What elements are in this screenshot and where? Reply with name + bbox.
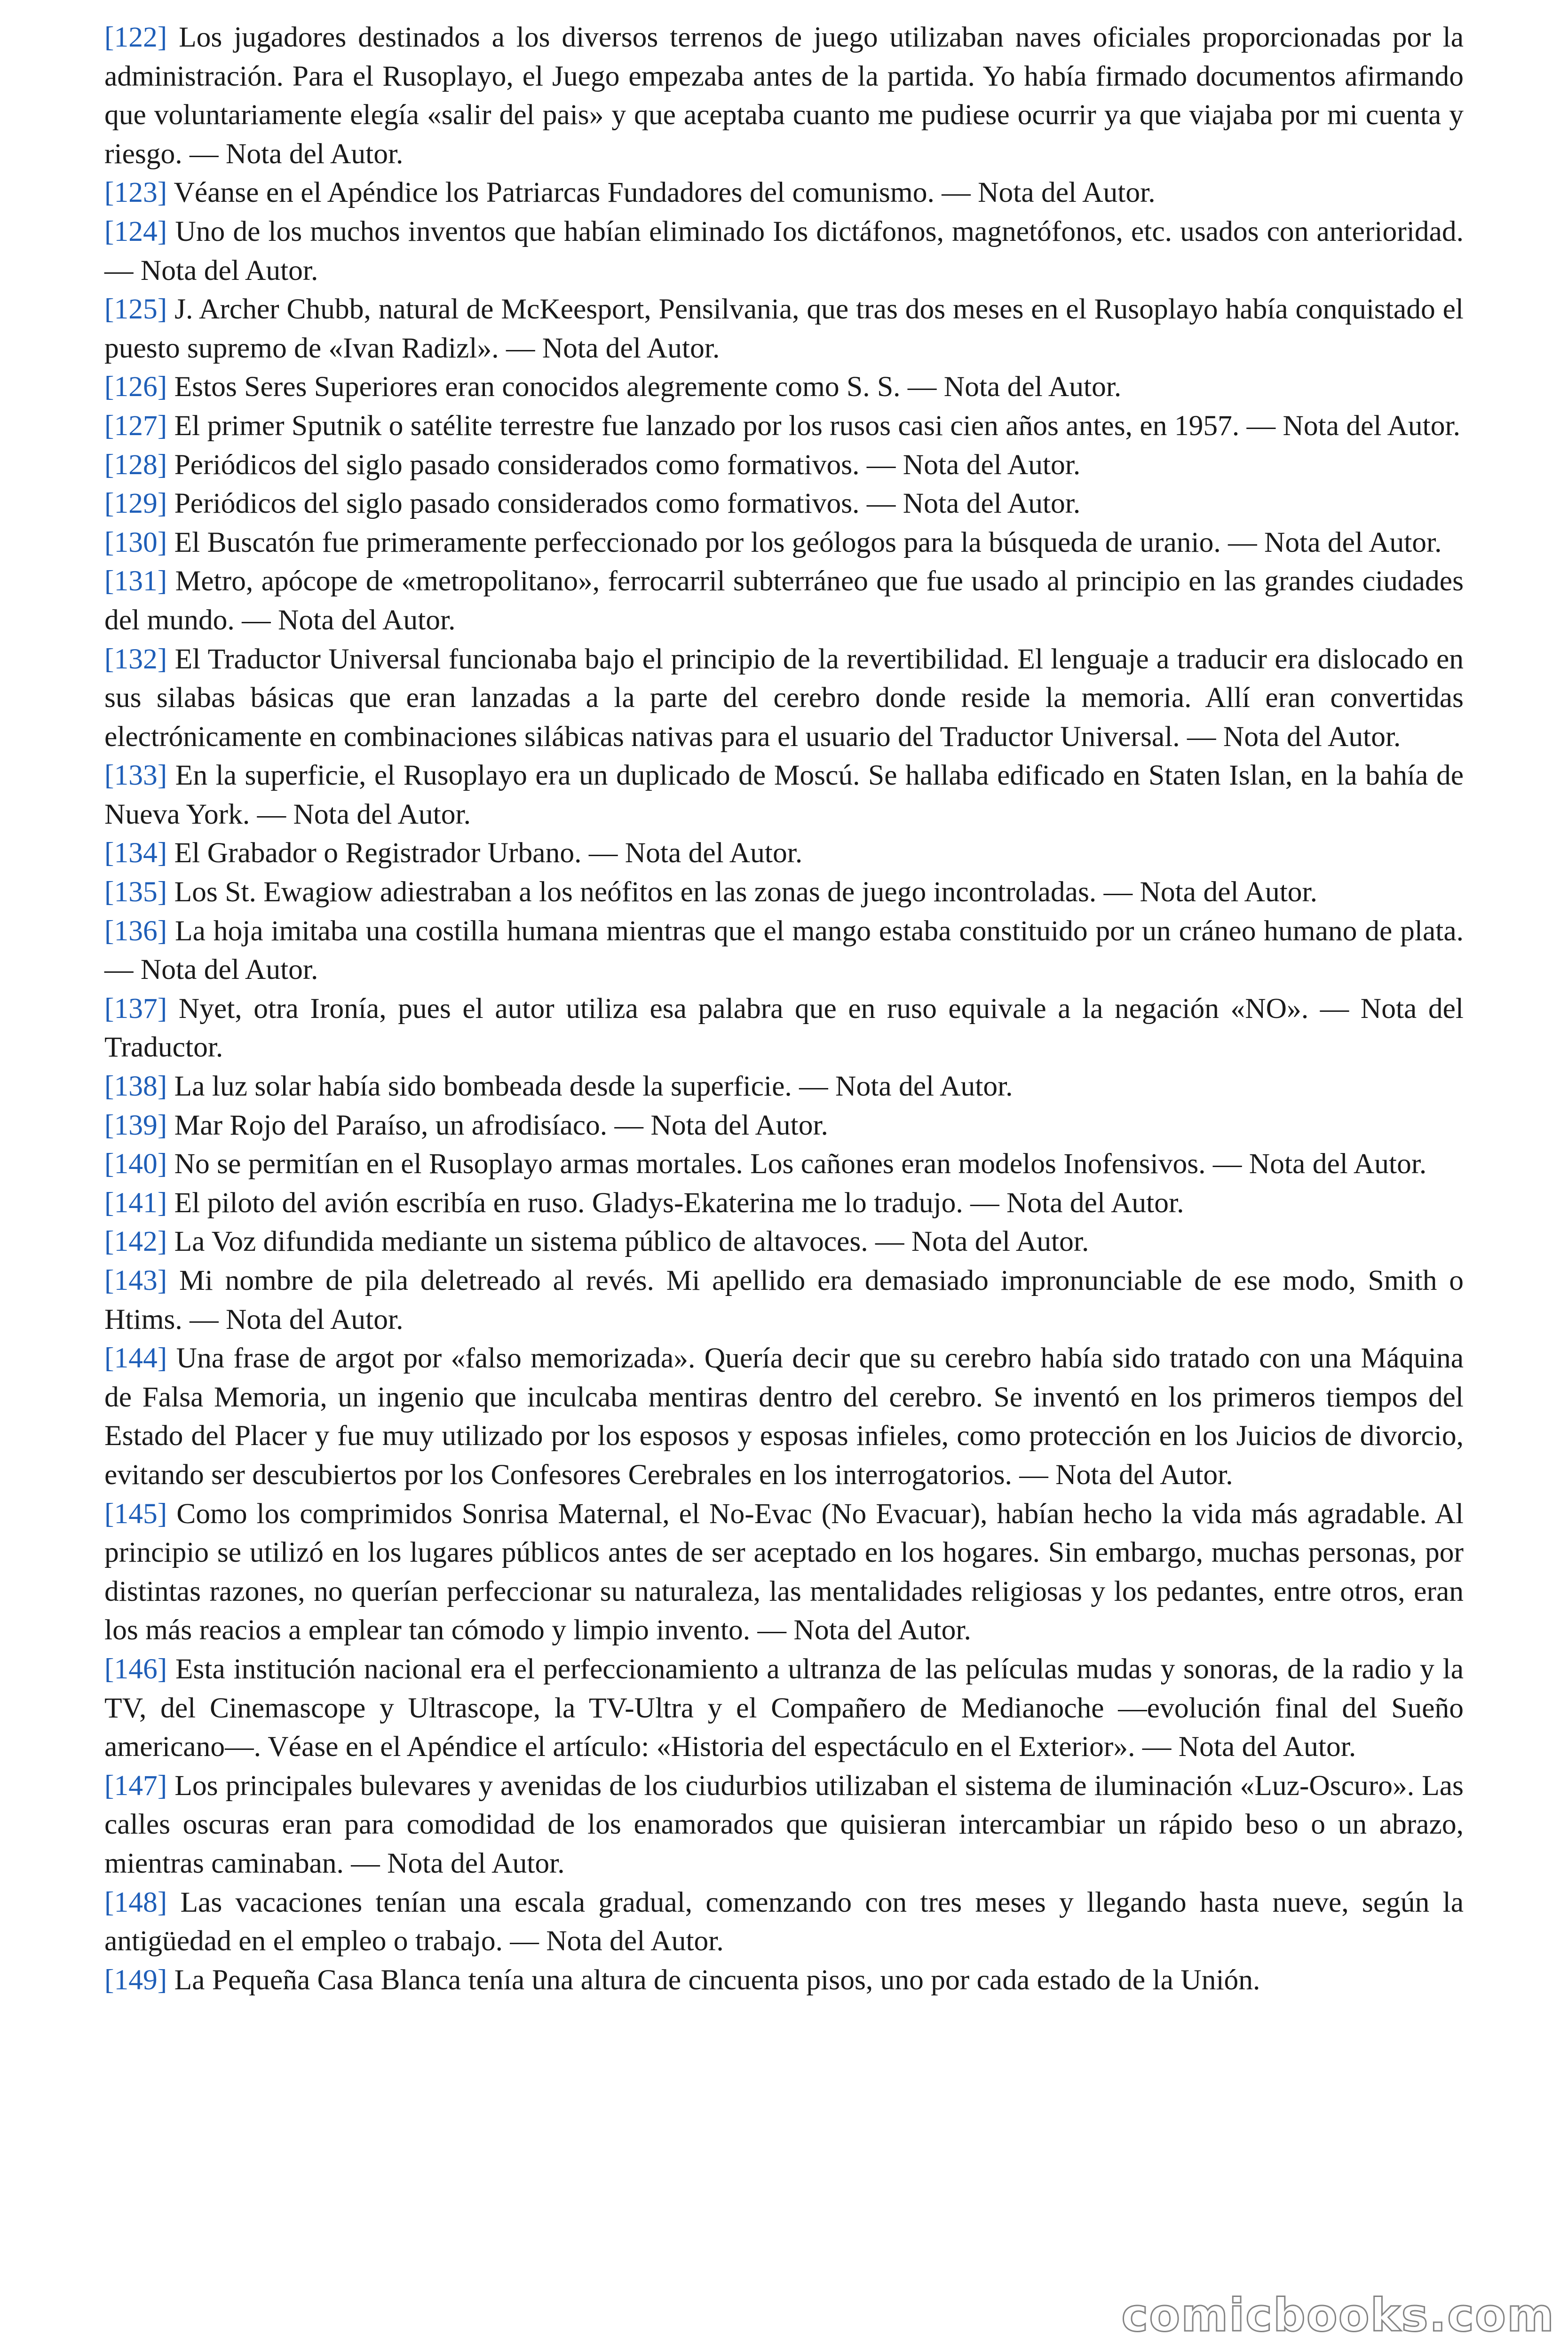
footnote — [104, 873, 1464, 912]
footnote-text: Mar Rojo del Paraíso, un afrodisíaco. — Nota del Autor. — [174, 1109, 828, 1141]
footnote — [104, 989, 1464, 1067]
footnote-text: En la superficie, el Rusoplayo era un duplicado de Moscú. Se hallaba edificado en Staten Islan, en la bahía de Nueva York. — Nota del Autor. — [104, 759, 1464, 830]
site-watermark: comicbooks.com — [1121, 2289, 1555, 2342]
footnote-ref-link[interactable]: [131] — [104, 565, 167, 597]
footnote-ref-link[interactable]: [144] — [104, 1342, 167, 1375]
footnote — [104, 1339, 1464, 1494]
footnote-ref-link[interactable]: [123] — [104, 176, 167, 209]
footnote-ref-link[interactable]: [140] — [104, 1148, 167, 1180]
footnote-text: Los jugadores destinados a los diversos terrenos de juego utilizaban naves oficiales proporcionadas por la administración. Para el Rusoplayo, el Juego empezaba antes de la partida. Yo había firmado documentos afirmando que voluntariamente elegía «salir del pais» y que aceptaba cuanto me pudiese ocurrir ya que viajaba por mi cuenta y riesgo. — Nota del Autor. — [104, 21, 1464, 170]
footnote — [104, 1222, 1464, 1261]
footnote-text: Metro, apócope de «metropolitano», ferrocarril subterráneo que fue usado al principio en las grandes ciudades del mundo. — Nota del Autor. — [104, 565, 1464, 636]
footnote-text: El Buscatón fue primeramente perfeccionado por los geólogos para la búsqueda de uranio. — Nota del Autor. — [174, 526, 1442, 558]
footnote — [104, 406, 1464, 445]
footnote-ref-link[interactable]: [128] — [104, 448, 167, 481]
footnote-text: La luz solar había sido bombeada desde la superficie. — Nota del Autor. — [174, 1070, 1013, 1103]
footnote-ref-link[interactable]: [149] — [104, 1963, 167, 1996]
footnote-text: Una frase de argot por «falso memorizada». Quería decir que su cerebro había sido tratado con una Máquina de Falsa Memoria, un ingenio que inculcaba mentiras dentro del cerebro. Se inventó en los primeros tiempos del Estado del Placer y fue muy utilizado por los esposos y esposas infieles, como protección en los Juicios de divorcio, evitando ser descubiertos por los Confesores Cerebrales en los interrogatorios. — Nota del Autor. — [104, 1342, 1464, 1491]
footnote-ref-link[interactable]: [148] — [104, 1886, 167, 1918]
footnote — [104, 640, 1464, 756]
footnote-ref-link[interactable]: [139] — [104, 1109, 167, 1141]
footnote-text: Como los comprimidos Sonrisa Maternal, el No-Evac (No Evacuar), habían hecho la vida más agradable. Al principio se utilizó en los lugares públicos antes de ser aceptado en los hogares. Sin embargo, muchas personas, por distintas razones, no querían perfeccionar su naturaleza, las mentalidades religiosas y los pedantes, entre otros, eran los más reacios a emplear tan cómodo y limpio invento. — Nota del Autor. — [104, 1497, 1464, 1646]
footnote-ref-link[interactable]: [125] — [104, 293, 167, 326]
footnote-text: Periódicos del siglo pasado considerados como formativos. — Nota del Autor. — [174, 448, 1081, 481]
footnote-ref-link[interactable]: [138] — [104, 1070, 167, 1103]
footnote — [104, 756, 1464, 834]
footnote — [104, 1144, 1464, 1184]
footnote-ref-link[interactable]: [129] — [104, 487, 167, 520]
footnote-text: La hoja imitaba una costilla humana mientras que el mango estaba constituido por un cráneo humano de plata. — Nota del Autor. — [104, 914, 1464, 986]
footnote — [104, 1961, 1464, 2000]
footnote-text: Las vacaciones tenían una escala gradual, comenzando con tres meses y llegando hasta nueve, según la antigüedad en el empleo o trabajo. — Nota del Autor. — [104, 1886, 1464, 1957]
footnote-text: La Voz difundida mediante un sistema público de altavoces. — Nota del Autor. — [174, 1225, 1089, 1258]
footnote-text: El primer Sputnik o satélite terrestre fue lanzado por los rusos casi cien años antes, en 1957. — Nota del Autor. — [174, 409, 1460, 442]
footnote — [104, 1106, 1464, 1145]
footnote — [104, 290, 1464, 367]
footnote-text: No se permitían en el Rusoplayo armas mortales. Los cañones eran modelos Inofensivos. — Nota del Autor. — [174, 1148, 1427, 1180]
footnote — [104, 1494, 1464, 1650]
footnote-ref-link[interactable]: [124] — [104, 215, 167, 247]
footnote-text: El Grabador o Registrador Urbano. — Nota del Autor. — [174, 837, 803, 869]
footnote-ref-link[interactable]: [135] — [104, 876, 167, 908]
footnote-text: Nyet, otra Ironía, pues el autor utiliza esa palabra que en ruso equivale a la negación «NO». — Nota del Traductor. — [104, 992, 1464, 1064]
footnote-ref-link[interactable]: [132] — [104, 643, 167, 675]
footnote — [104, 1766, 1464, 1883]
footnote-ref-link[interactable]: [146] — [104, 1653, 167, 1685]
footnote-text: Periódicos del siglo pasado considerados como formativos. — Nota del Autor. — [174, 487, 1081, 520]
footnote-ref-link[interactable]: [142] — [104, 1225, 167, 1258]
footnote — [104, 562, 1464, 639]
footnote — [104, 523, 1464, 562]
footnote — [104, 484, 1464, 523]
footnote — [104, 367, 1464, 406]
footnote — [104, 212, 1464, 290]
footnote-text: Esta institución nacional era el perfeccionamiento a ultranza de las películas mudas y sonoras, de la radio y la TV, del Cinemascope y Ultrascope, la TV-Ultra y el Compañero de Medianoche —evolución final del Sueño americano—. Véase en el Apéndice el artículo: «Historia del espectáculo en el Exterior». — Nota del Autor. — [104, 1653, 1464, 1763]
footnote-ref-link[interactable]: [137] — [104, 992, 167, 1025]
footnote-ref-link[interactable]: [136] — [104, 914, 167, 947]
footnote-ref-link[interactable]: [127] — [104, 409, 167, 442]
footnote — [104, 445, 1464, 485]
footnote-text: Mi nombre de pila deletreado al revés. Mi apellido era demasiado impronunciable de ese modo, Smith o Htims. — Nota del Autor. — [104, 1264, 1464, 1335]
footnote-text: J. Archer Chubb, natural de McKeesport, Pensilvania, que tras dos meses en el Rusoplayo había conquistado el puesto supremo de «Ivan Radizl». — Nota del Autor. — [104, 293, 1464, 364]
footnote-ref-link[interactable]: [133] — [104, 759, 167, 792]
footnote-text: La Pequeña Casa Blanca tenía una altura de cincuenta pisos, uno por cada estado de la Unión. — [174, 1963, 1260, 1996]
footnote-ref-link[interactable]: [147] — [104, 1769, 167, 1802]
footnote-text: Los St. Ewagiow adiestraban a los neófitos en las zonas de juego incontroladas. — Nota del Autor. — [174, 876, 1318, 908]
footnote-ref-link[interactable]: [141] — [104, 1186, 167, 1219]
footnote-text: El Traductor Universal funcionaba bajo el principio de la revertibilidad. El lenguaje a traducir era dislocado en sus silabas básicas que eran lanzadas a la parte del cerebro donde reside la memoria. Allí eran convertidas electrónicamente en combinaciones silábicas nativas para el usuario del Traductor Universal. — Nota del Autor. — [104, 643, 1464, 753]
footnote — [104, 1650, 1464, 1766]
footnote-ref-link[interactable]: [126] — [104, 371, 167, 403]
footnote-text: Véanse en el Apéndice los Patriarcas Fundadores del comunismo. — Nota del Autor. — [174, 176, 1156, 209]
footnote-ref-link[interactable]: [134] — [104, 837, 167, 869]
footnote — [104, 1261, 1464, 1339]
footnote — [104, 18, 1464, 173]
footnote-ref-link[interactable]: [143] — [104, 1264, 167, 1296]
footnote-text: El piloto del avión escribía en ruso. Gladys-Ekaterina me lo tradujo. — Nota del Autor. — [174, 1186, 1184, 1219]
footnote — [104, 173, 1464, 212]
footnote-text: Estos Seres Superiores eran conocidos alegremente como S. S. — Nota del Autor. — [174, 371, 1122, 403]
footnote — [104, 834, 1464, 873]
footnote-ref-link[interactable]: [145] — [104, 1497, 167, 1530]
footnote — [104, 1184, 1464, 1223]
footnote-ref-link[interactable]: [122] — [104, 21, 167, 53]
footnote — [104, 912, 1464, 989]
footnotes-page — [104, 18, 1464, 1999]
footnote — [104, 1883, 1464, 1961]
footnote-text: Uno de los muchos inventos que habían eliminado Ios dictáfonos, magnetófonos, etc. usados con anterioridad. — Nota del Autor. — [104, 215, 1464, 286]
footnote — [104, 1067, 1464, 1106]
footnote-ref-link[interactable]: [130] — [104, 526, 167, 558]
footnote-text: Los principales bulevares y avenidas de los ciudurbios utilizaban el sistema de iluminación «Luz-Oscuro». Las calles oscuras eran para comodidad de los enamorados que quisieran intercambiar un rápido beso o un abrazo, mientras caminaban. — Nota del Autor. — [104, 1769, 1464, 1879]
